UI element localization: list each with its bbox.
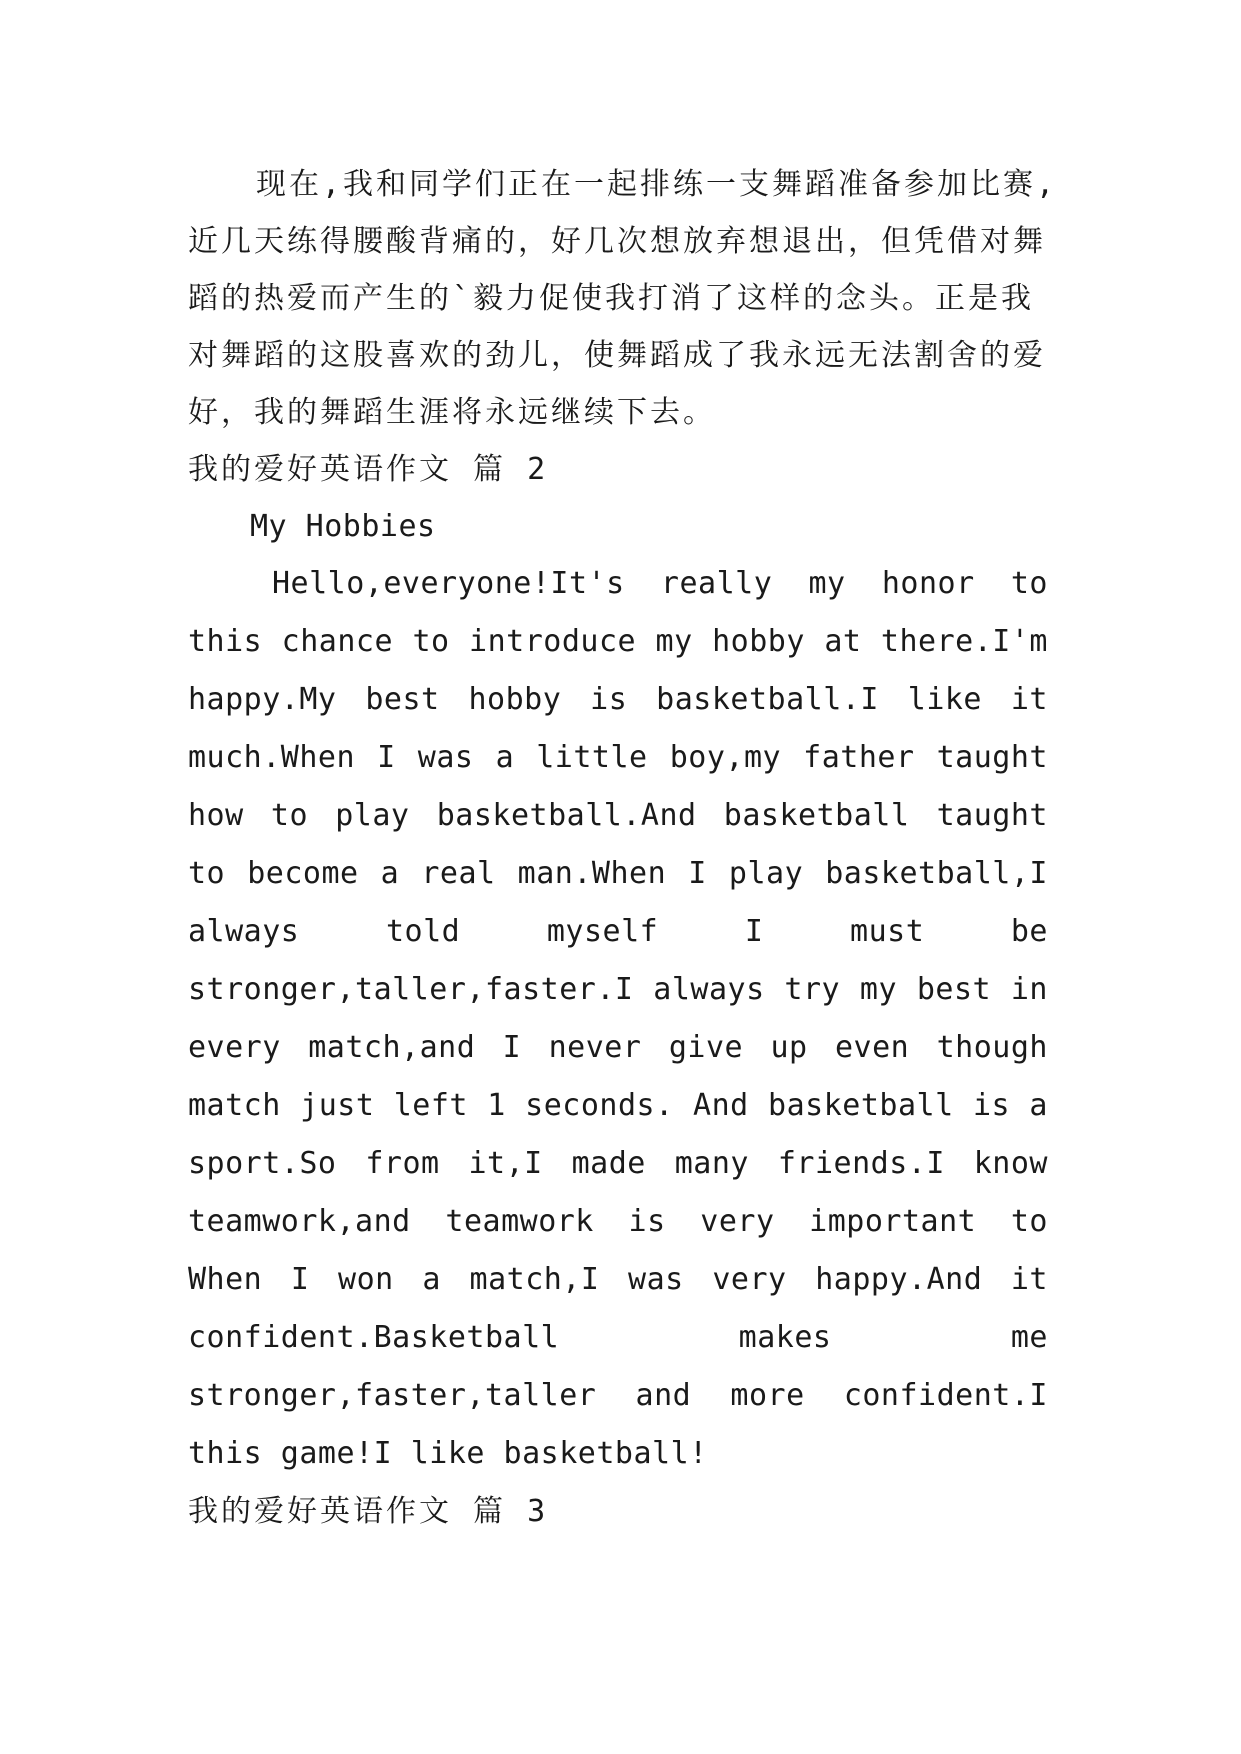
essay-line: much.When I was a little boy,my father taught (188, 740, 1048, 775)
paragraph-line: 好，我的舞蹈生涯将永远继续下去。 (188, 395, 716, 430)
essay-line: sport.So from it,I made many friends.I know (188, 1146, 1048, 1181)
essay-title: My Hobbies (250, 509, 436, 544)
paragraph-line: 对舞蹈的这股喜欢的劲儿，使舞蹈成了我永远无法割舍的爱 (188, 338, 1046, 373)
section-heading: 我的爱好英语作文 篇 3 (188, 1494, 549, 1529)
essay-line: teamwork,and teamwork is very important to (188, 1204, 1048, 1239)
essay-line: confident.Basketball makes me (188, 1320, 1048, 1355)
section-heading: 我的爱好英语作文 篇 2 (188, 452, 549, 487)
essay-line: match just left 1 seconds. And basketball is a (188, 1088, 1048, 1123)
essay-line: When I won a match,I was very happy.And it (188, 1262, 1048, 1297)
essay-line: stronger,faster,taller and more confident.I (188, 1378, 1048, 1413)
paragraph-line: 近几天练得腰酸背痛的，好几次想放弃想退出，但凭借对舞 (188, 224, 1046, 259)
essay-line: how to play basketball.And basketball taught (188, 798, 1048, 833)
essay-line: happy.My best hobby is basketball.I like it (188, 682, 1048, 717)
essay-line: always told myself I must be (188, 914, 1048, 949)
essay-line: to become a real man.When I play basketball,I (188, 856, 1048, 891)
essay-line: every match,and I never give up even though (188, 1030, 1048, 1065)
essay-line: Hello,everyone!It's really my honor to (272, 566, 1048, 601)
essay-line: stronger,taller,faster.I always try my best in (188, 972, 1048, 1007)
paragraph-line: 蹈的热爱而产生的`毅力促使我打消了这样的念头。正是我 (188, 281, 1035, 316)
essay-line: this game!I like basketball! (188, 1436, 708, 1471)
paragraph-line: 现在,我和同学们正在一起排练一支舞蹈准备参加比赛, (256, 167, 1058, 202)
essay-line: this chance to introduce my hobby at there.I'm (188, 624, 1048, 659)
